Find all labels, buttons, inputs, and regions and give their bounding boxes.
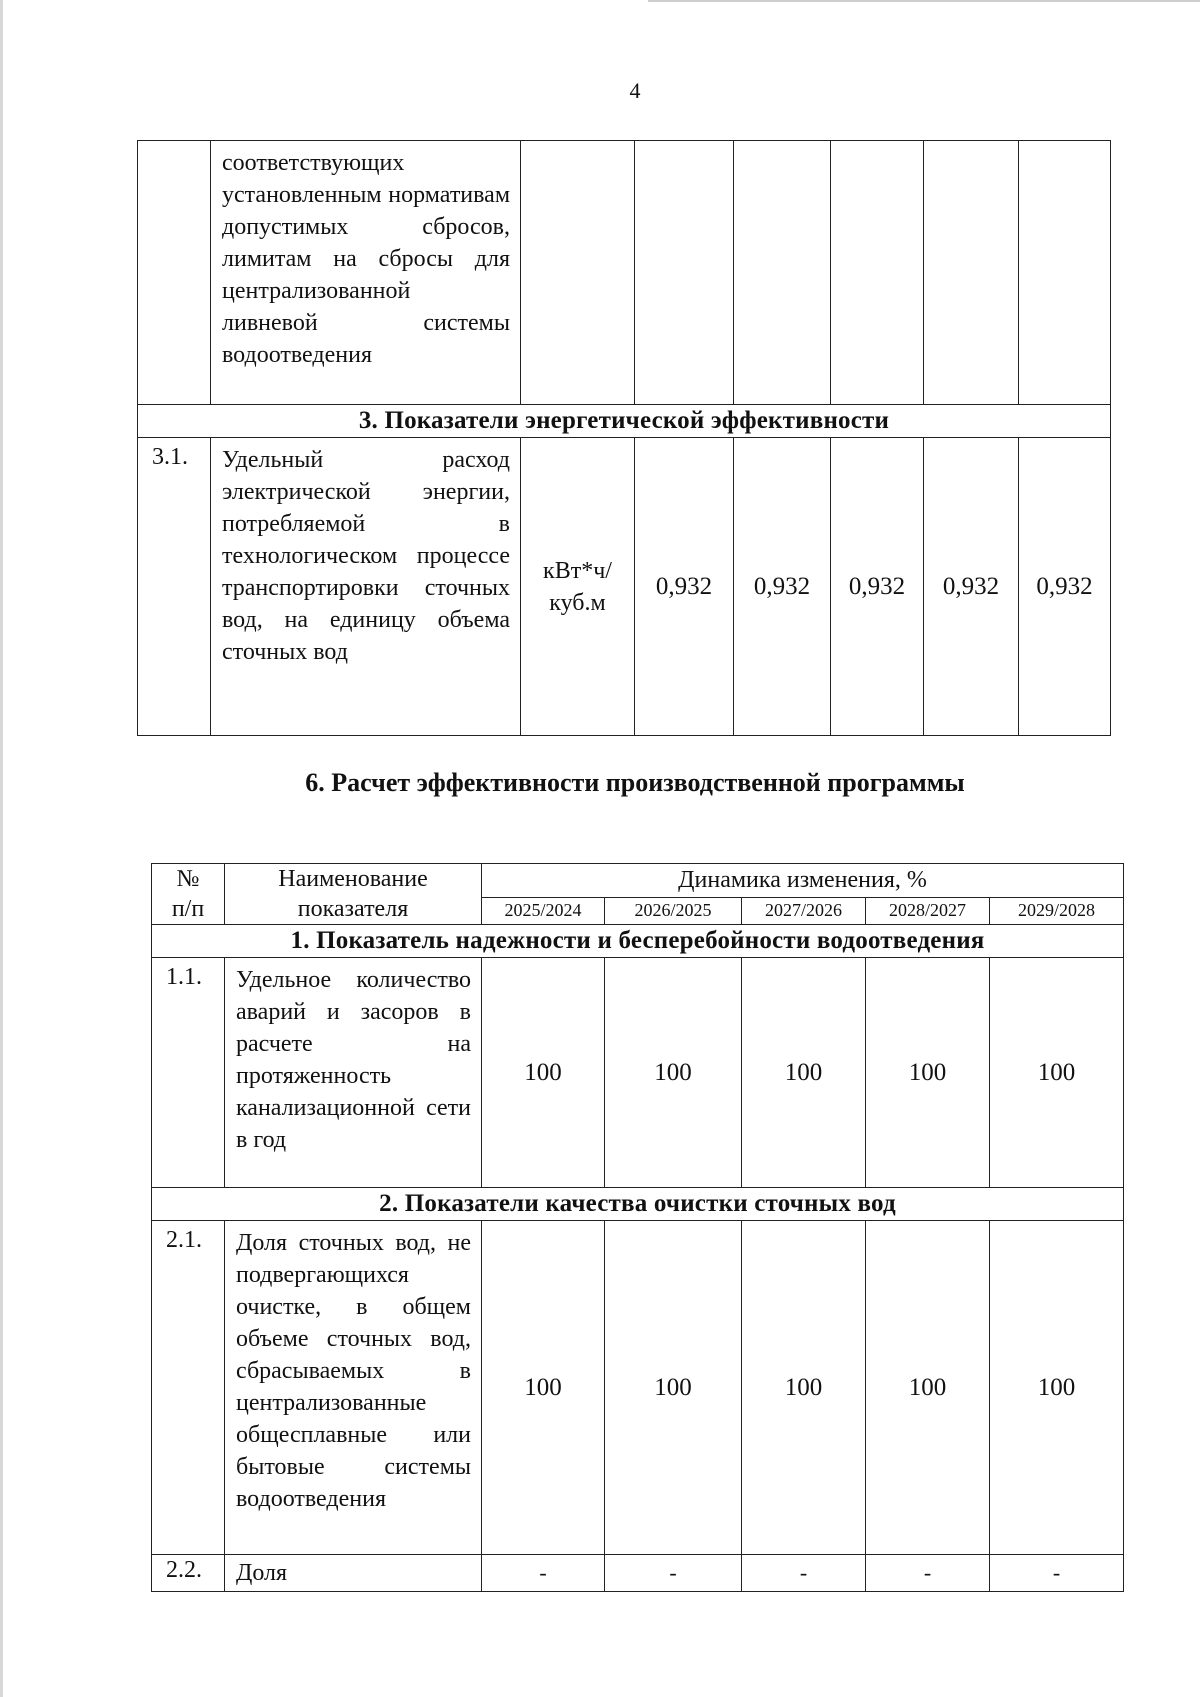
indicator-name-continued: соответствующих установленным нормативам допустимых сбросов, лимитам на сбросы для централизованной ливневой системы водоотведения bbox=[211, 141, 521, 405]
table-row bbox=[138, 141, 1111, 405]
value-cell: 100 bbox=[866, 1221, 990, 1555]
section-header-row bbox=[152, 925, 1124, 958]
scan-artifact-line bbox=[648, 0, 1200, 2]
col-header-name: Наименование показателя bbox=[225, 864, 482, 925]
value-cell: 100 bbox=[482, 1221, 605, 1555]
value-cell: - bbox=[482, 1555, 605, 1592]
table-row bbox=[138, 438, 1111, 736]
value-cell: 100 bbox=[742, 958, 866, 1188]
indicator-name: Удельный расход электрической энергии, потребляемой в технологическом процессе транспортировки сточных вод, на единицу объема сточных вод bbox=[211, 438, 521, 736]
year-header: 2025/2024 bbox=[482, 897, 605, 924]
value-cell: 0,932 bbox=[924, 438, 1019, 736]
value-cell: 0,932 bbox=[734, 438, 831, 736]
year-header: 2028/2027 bbox=[866, 897, 990, 924]
col-header-num: № п/п bbox=[152, 864, 225, 925]
indicators-table-continued bbox=[137, 140, 1111, 736]
value-cell: 100 bbox=[605, 958, 742, 1188]
indicator-name: Доля сточных вод, не подвергающихся очистке, в общем объеме сточных вод, сбрасываемых в централизованные общесплавные или бытовые системы водоотведения bbox=[225, 1221, 482, 1555]
value-cell: 100 bbox=[742, 1221, 866, 1555]
header-row bbox=[152, 864, 1124, 898]
value-cell: - bbox=[742, 1555, 866, 1592]
value-cell: - bbox=[866, 1555, 990, 1592]
scan-artifact-edge bbox=[0, 0, 3, 1697]
indicator-name: Удельное количество аварий и засоров в расчете на протяженность канализационной сети в год bbox=[225, 958, 482, 1188]
value-cell: 0,932 bbox=[635, 438, 734, 736]
value-cell: - bbox=[605, 1555, 742, 1592]
unit-line: кВт*ч/ bbox=[543, 557, 612, 584]
section-header-row bbox=[152, 1188, 1124, 1221]
table-row bbox=[152, 1221, 1124, 1555]
row-number: 2.2. bbox=[152, 1555, 225, 1592]
value-cell: 100 bbox=[605, 1221, 742, 1555]
indicator-name: Доля bbox=[225, 1555, 482, 1592]
value-cell: 100 bbox=[866, 958, 990, 1188]
value-cell: 100 bbox=[990, 958, 1124, 1188]
value-cell: 0,932 bbox=[831, 438, 924, 736]
year-header: 2027/2026 bbox=[742, 897, 866, 924]
row-number: 2.1. bbox=[152, 1221, 225, 1555]
section-title: 2. Показатели качества очистки сточных вод bbox=[152, 1188, 1124, 1221]
section-title: 1. Показатель надежности и бесперебойности водоотведения bbox=[152, 925, 1124, 958]
section-header-row bbox=[138, 405, 1111, 438]
row-number: 3.1. bbox=[138, 438, 211, 736]
efficiency-table bbox=[151, 863, 1124, 1592]
year-header: 2029/2028 bbox=[990, 897, 1124, 924]
value-cell: - bbox=[990, 1555, 1124, 1592]
unit-line: куб.м bbox=[549, 589, 606, 616]
year-header: 2026/2025 bbox=[605, 897, 742, 924]
page-number: 4 bbox=[629, 78, 641, 103]
table-row bbox=[152, 958, 1124, 1188]
row-number: 1.1. bbox=[152, 958, 225, 1188]
section-title: 3. Показатели энергетической эффективности bbox=[138, 405, 1111, 438]
table-row bbox=[152, 1555, 1124, 1592]
unit-cell bbox=[521, 438, 635, 736]
value-cell: 100 bbox=[990, 1221, 1124, 1555]
value-cell: 100 bbox=[482, 958, 605, 1188]
value-cell: 0,932 bbox=[1019, 438, 1111, 736]
col-header-dynamics: Динамика изменения, % bbox=[482, 864, 1124, 898]
section-heading: 6. Расчет эффективности производственной программы bbox=[305, 768, 965, 797]
cell-empty bbox=[138, 141, 211, 405]
